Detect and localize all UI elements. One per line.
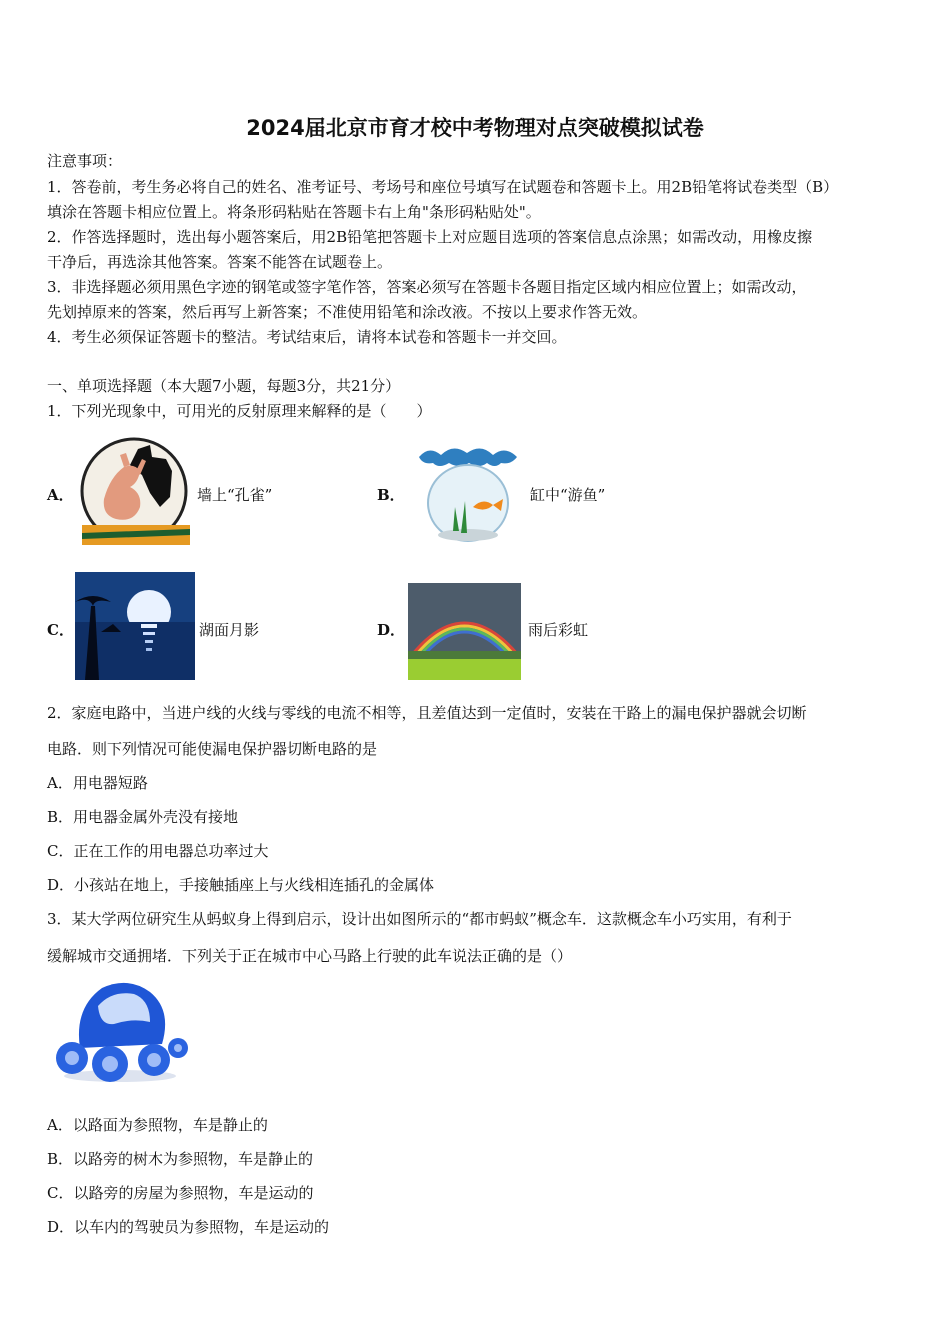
question-3-option-d: D．以车内的驾驶员为参照物，车是运动的 — [47, 1218, 330, 1236]
question-3-stem: 3．某大学两位研究生从蚂蚁身上得到启示，设计出如图所示的“都市蚂蚁”概念车．这款概念车小巧实用，有利于 — [47, 910, 792, 928]
notice-heading: 注意事项： — [47, 152, 123, 170]
notice-line: 先划掉原来的答案，然后再写上新答案；不准使用铅笔和涂改液。不按以上要求作答无效。 — [47, 303, 648, 321]
fishbowl-image — [415, 441, 521, 545]
question-2-stem: 2．家庭电路中，当进户线的火线与零线的电流不相等，且差值达到一定值时，安装在干路上的漏电保护器就会切断 — [47, 704, 807, 722]
question-3-option-b: B．以路旁的树木为参照物，车是静止的 — [47, 1150, 314, 1168]
option-b-letter: B． — [377, 486, 405, 504]
option-b-caption: 缸中“游鱼” — [530, 486, 606, 504]
rainbow-image — [408, 583, 521, 680]
option-a-caption: 墙上“孔雀” — [197, 486, 273, 504]
notice-line: 填涂在答题卡相应位置上。将条形码粘贴在答题卡右上角"条形码粘贴处"。 — [47, 203, 541, 221]
option-c-letter: C． — [47, 621, 74, 639]
option-d-letter: D． — [377, 621, 406, 639]
notice-line: 1．答卷前，考生务必将自己的姓名、准考证号、考场号和座位号填写在试题卷和答题卡上。用2B铅笔将试卷类型（B） — [47, 178, 839, 196]
option-d-caption: 雨后彩虹 — [528, 621, 589, 639]
question-2-option-b: B．用电器金属外壳没有接地 — [47, 808, 239, 826]
question-3-option-c: C．以路旁的房屋为参照物，车是运动的 — [47, 1184, 314, 1202]
question-1-stem: 1．下列光现象中，可用光的反射原理来解释的是（ ） — [47, 402, 432, 420]
notice-line: 3．非选择题必须用黑色字迹的钢笔或签字笔作答，答案必须写在答题卡各题目指定区域内相应位置上；如需改动， — [47, 278, 807, 296]
notice-line: 2．作答选择题时，选出每小题答案后，用2B铅笔把答题卡上对应题目选项的答案信息点涂黑；如需改动，用橡皮擦 — [47, 228, 813, 246]
question-2-option-c: C．正在工作的用电器总功率过大 — [47, 842, 269, 860]
question-2-option-d: D．小孩站在地上，手接触插座上与火线相连插孔的金属体 — [47, 876, 435, 894]
section-heading: 一、单项选择题（本大题7小题，每题3分，共21分） — [47, 377, 401, 395]
option-a-letter: A． — [47, 486, 74, 504]
notice-line: 4．考生必须保证答题卡的整洁。考试结束后，请将本试卷和答题卡一并交回。 — [47, 328, 567, 346]
ant-concept-car-image — [50, 978, 190, 1086]
page-title: 2024届北京市育才校中考物理对点突破模拟试卷 — [246, 116, 704, 140]
notice-line: 干净后，再选涂其他答案。答案不能答在试题卷上。 — [47, 253, 393, 271]
lake-moon-image — [75, 572, 195, 680]
question-2-option-a: A．用电器短路 — [47, 774, 148, 792]
option-c-caption: 湖面月影 — [199, 621, 260, 639]
question-3-stem: 缓解城市交通拥堵．下列关于正在城市中心马路上行驶的此车说法正确的是（） — [47, 947, 573, 965]
question-3-option-a: A．以路面为参照物，车是静止的 — [47, 1116, 268, 1134]
question-2-stem: 电路．则下列情况可能使漏电保护器切断电路的是 — [47, 740, 378, 758]
shadow-peacock-image — [80, 437, 192, 545]
